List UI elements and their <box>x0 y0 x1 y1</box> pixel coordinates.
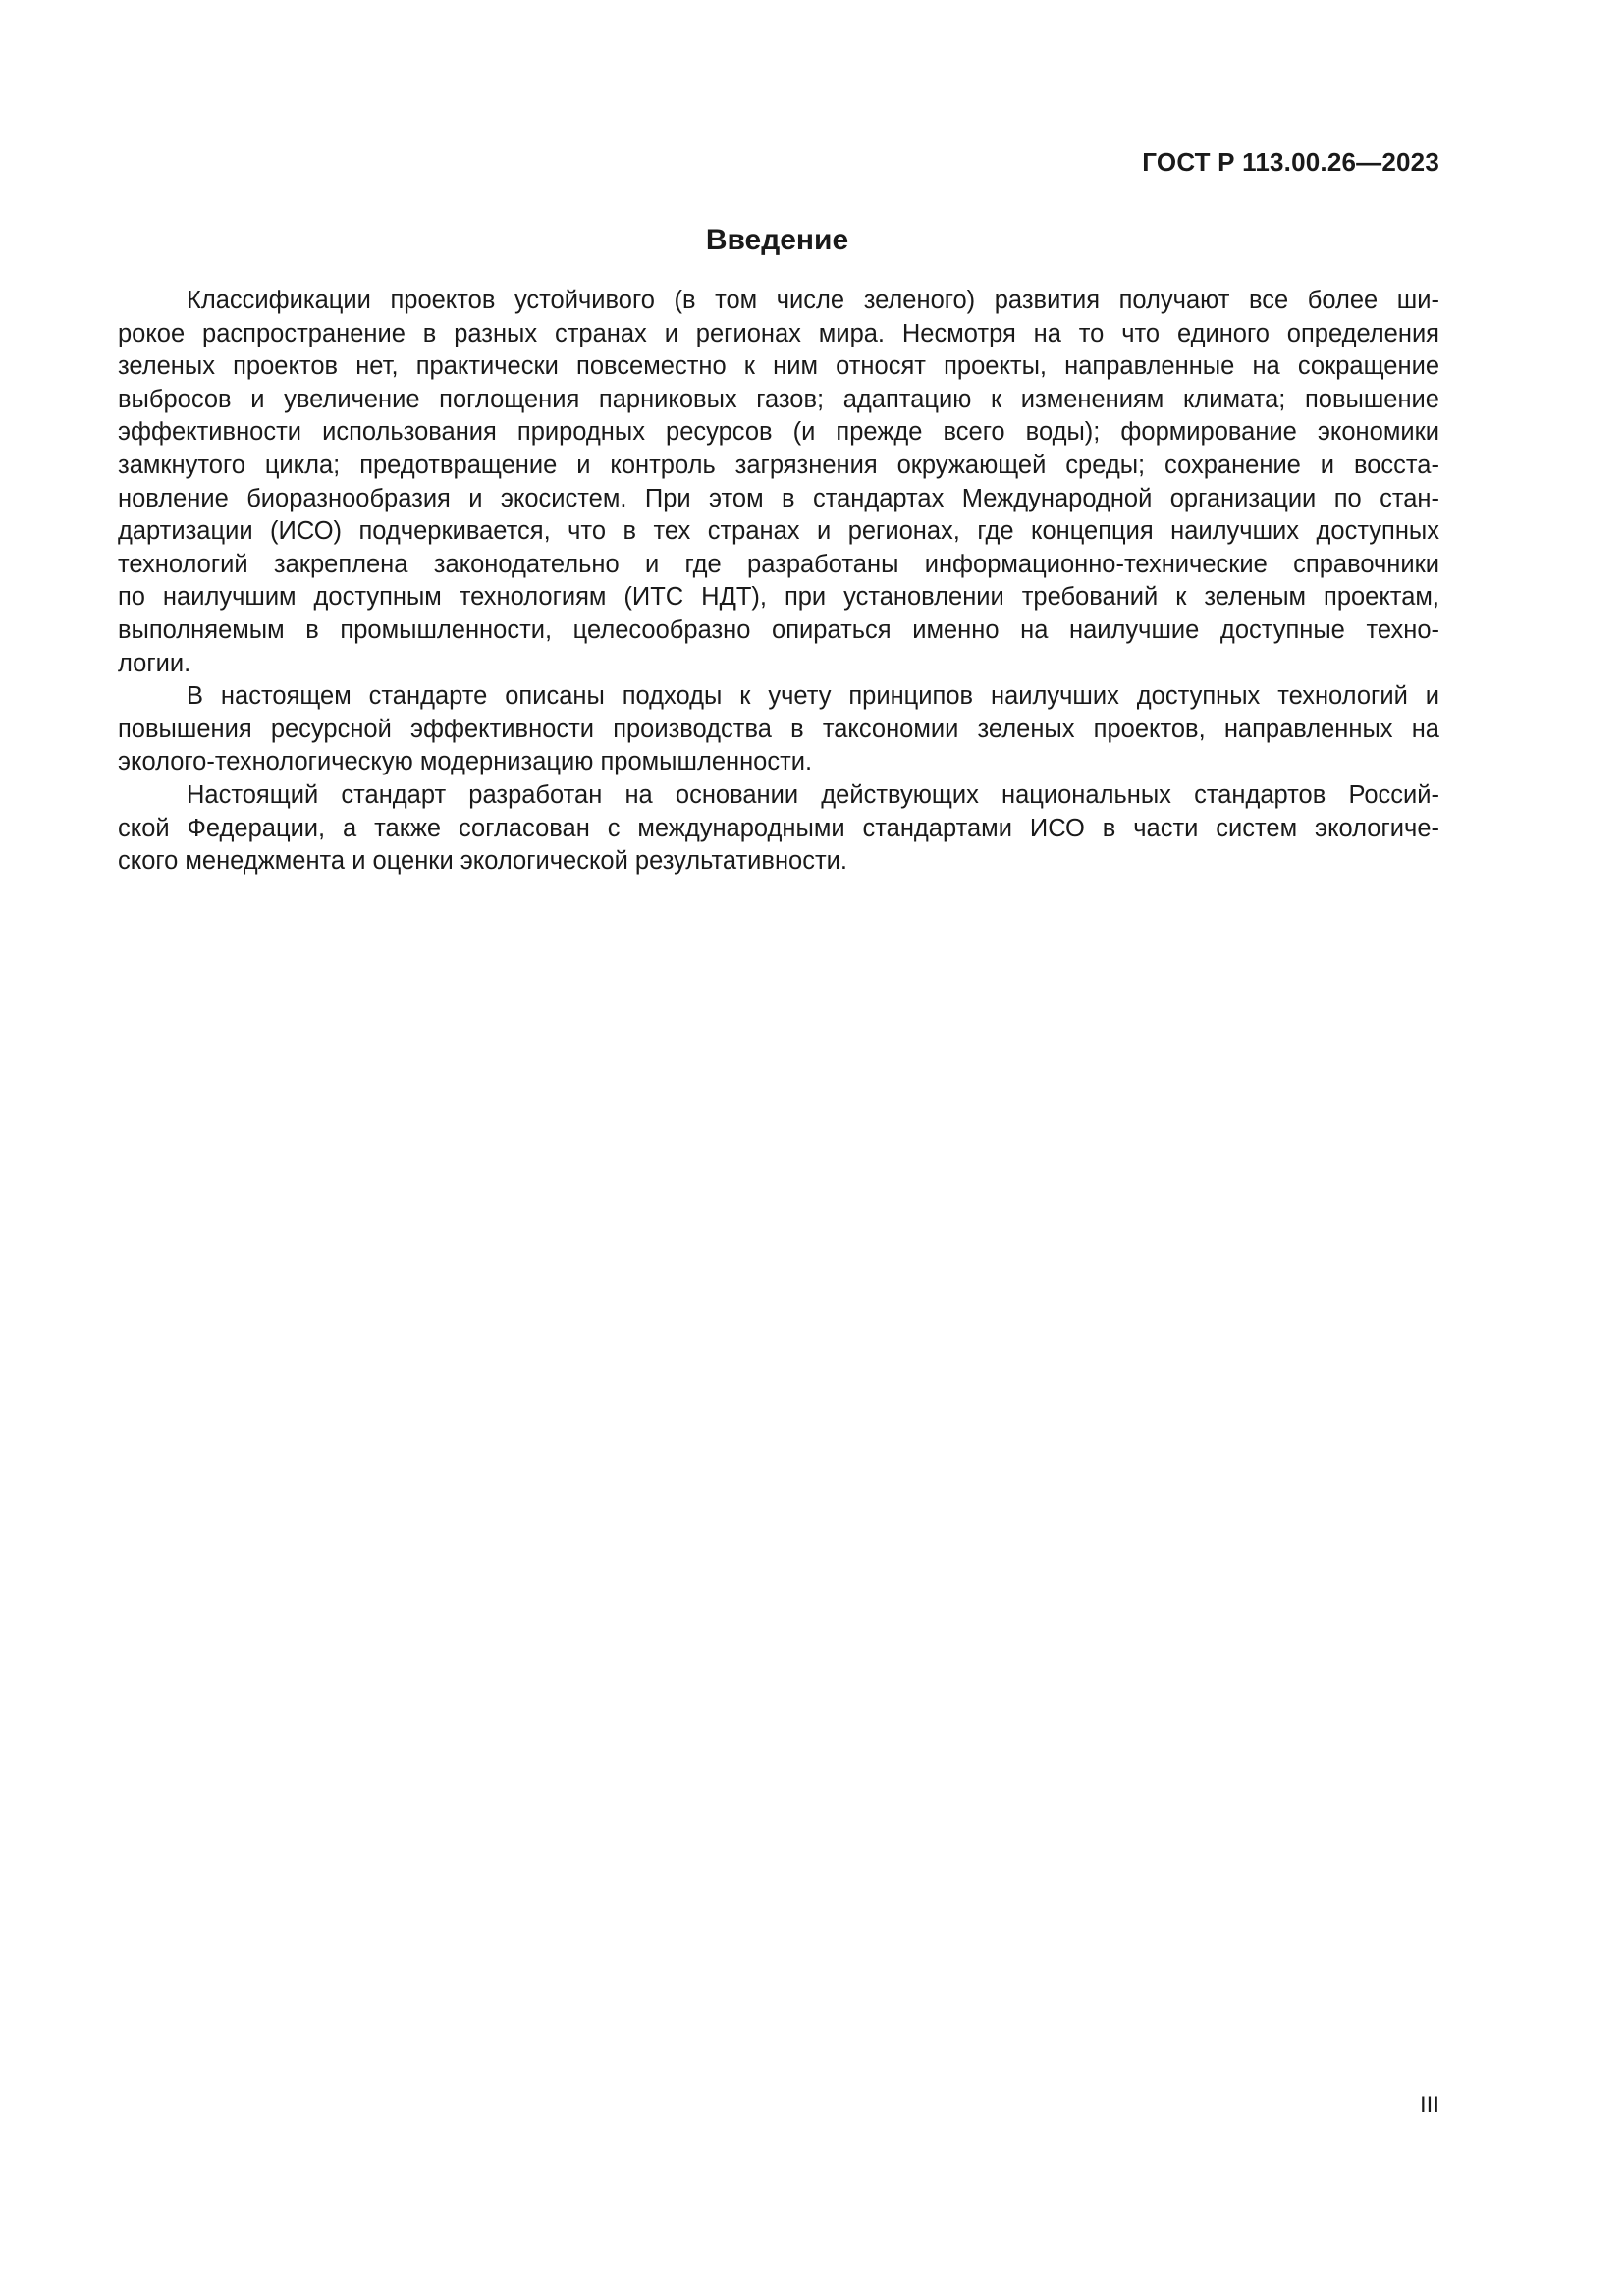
page-number: III <box>1419 2092 1439 2118</box>
paragraph-2 <box>118 680 1439 779</box>
document-code: ГОСТ Р 113.00.26—2023 <box>1142 147 1439 177</box>
introduction-body <box>118 285 1439 879</box>
text-line: Классификации проектов устойчивого (в том числе зеленого) развития получают все более ши- <box>187 287 1439 314</box>
text-line: Настоящий стандарт разработан на основании действующих национальных стандартов Россий- <box>187 780 1439 809</box>
text-line: по наилучшим доступным технологиям (ИТС НДТ), при установлении требований к зеленым проектам, <box>118 583 1439 612</box>
text-line: дартизации (ИСО) подчеркивается, что в тех странах и регионах, где концепция наилучших доступных <box>118 517 1439 546</box>
text-line: замкнутого цикла; предотвращение и контроль загрязнения окружающей среды; сохранение и восста- <box>118 451 1439 479</box>
text-line: ского менеджмента и оценки экологической результативности. <box>118 847 847 876</box>
text-line: повышения ресурсной эффективности производства в таксономии зеленых проектов, направленных на <box>118 715 1439 743</box>
paragraph-3 <box>118 779 1439 879</box>
text-line: рокое распространение в разных странах и регионах мира. Несмотря на то что единого определения <box>118 319 1439 347</box>
text-line: зеленых проектов нет, практически повсеместно к ним относят проекты, направленные на сокращение <box>118 352 1439 381</box>
section-title: Введение <box>705 224 849 256</box>
text-line: В настоящем стандарте описаны подходы к учету принципов наилучших доступных технологий и <box>187 682 1439 711</box>
text-line: выполняемым в промышленности, целесообразно опираться именно на наилучшие доступные техно- <box>118 615 1439 644</box>
text-line: эффективности использования природных ресурсов (и прежде всего воды); формирование экономики <box>118 418 1439 447</box>
text-line: новление биоразнообразия и экосистем. При этом в стандартах Международной организации по стан- <box>118 484 1439 512</box>
text-line: выбросов и увеличение поглощения парниковых газов; адаптацию к изменениям климата; повышение <box>118 385 1439 413</box>
text-line: ской Федерации, а также согласован с международными стандартами ИСО в части систем экологиче- <box>118 814 1439 842</box>
paragraph-1 <box>118 285 1439 680</box>
text-line: эколого-технологическую модернизацию промышленности. <box>118 748 813 776</box>
text-line: технологий закреплена законодательно и где разработаны информационно-технические справочники <box>118 550 1439 578</box>
text-line: логии. <box>118 649 191 677</box>
